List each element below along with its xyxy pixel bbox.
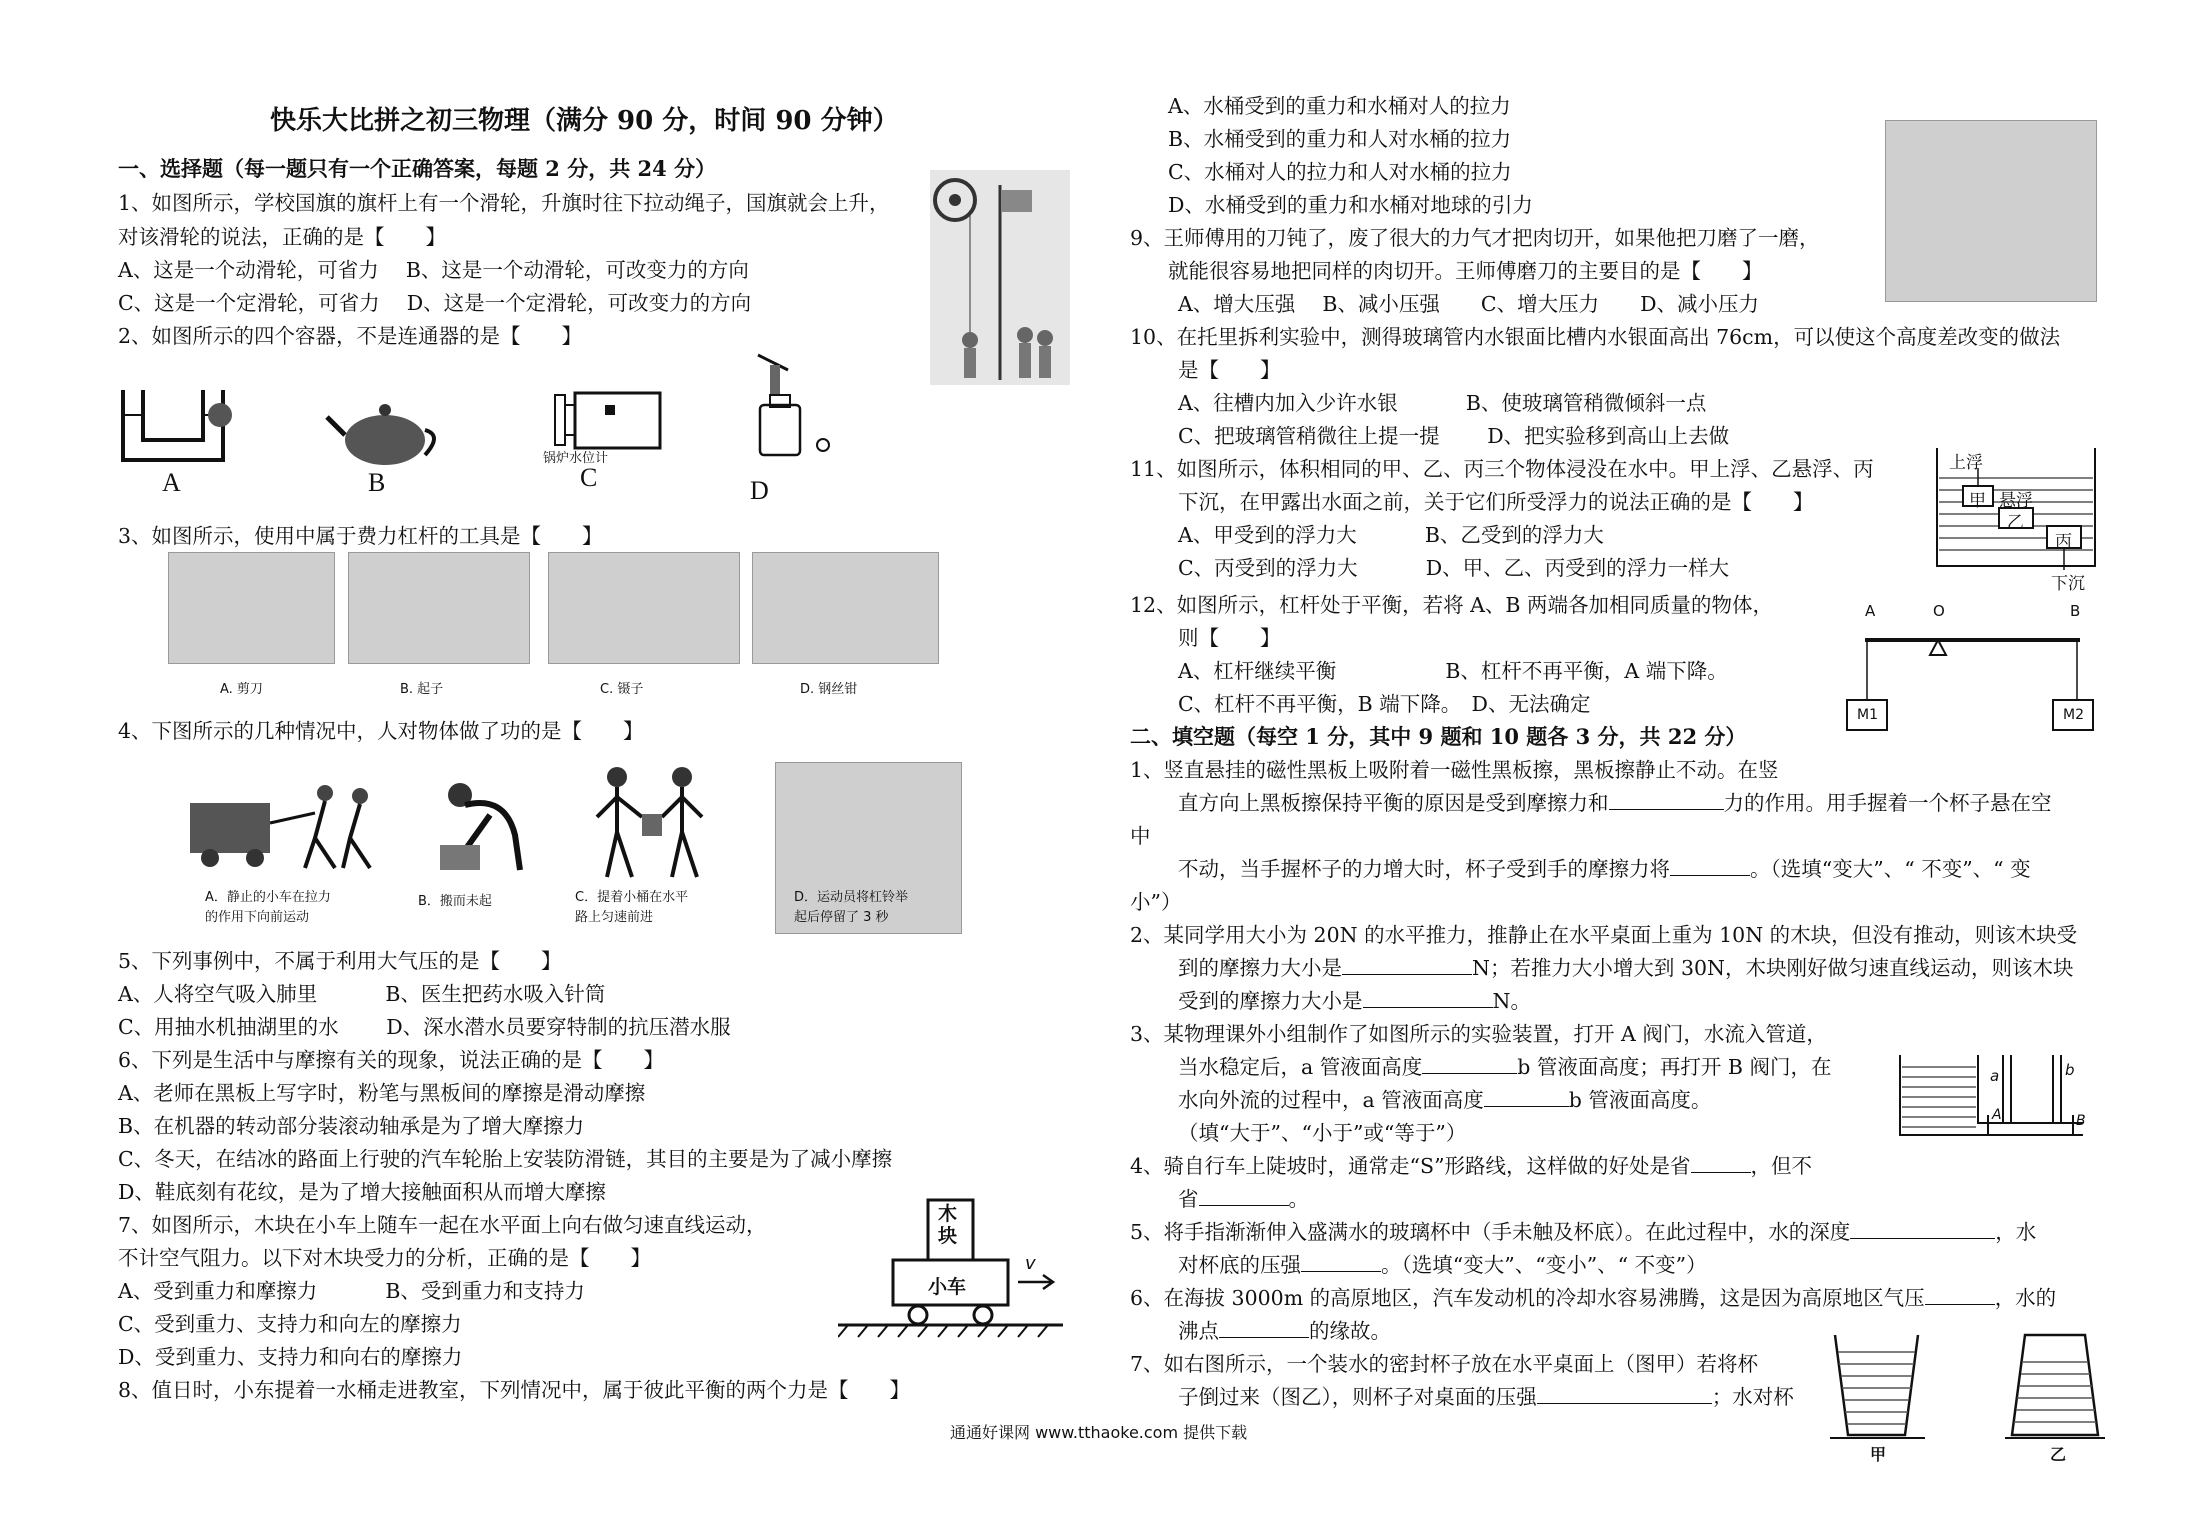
bottle-opener-photo [348,552,530,664]
question-text: 6、下列是生活中与摩擦有关的现象，说法正确的是【 】 [118,1048,665,1072]
option-text: A、这是一个动滑轮，可省力 B、这是一个动滑轮，可改变力的方向 [118,258,749,282]
answer-blank[interactable] [1691,1154,1751,1173]
question-text: 9、王师傅用的刀钝了，废了很大的力气才把肉切开，如果他把刀磨了一磨， [1130,226,1820,250]
fig-label: B [2076,1113,2086,1129]
question-text: 1、如图所示，学校国旗的旗杆上有一个滑轮，升旗时往下拉动绳子，国旗就会上升， [118,191,890,215]
question-text: 6、在海拔 3000m 的高原地区，汽车发动机的冷却水容易沸腾，这是因为高原地区气压 ，水的 [1130,1286,2057,1310]
buoyancy-figure [1935,448,2100,594]
question-text: 水向外流的过程中，a 管液面高度 b 管液面高度。 [1178,1088,1712,1112]
question-text: 下沉，在甲露出水面之前，关于它们所受浮力的说法正确的是【 】 [1178,490,1814,514]
fig-label: 乙 [2007,513,2024,533]
block-on-cart-figure [838,1195,1068,1345]
figure-caption: A. 剪刀 [220,682,263,697]
figure-caption: 锅炉水位计 [543,451,609,466]
carrying-bucket-figure [572,762,732,882]
option-text: C、把玻璃管稍微往上提一提 D、把实验移到高山上去做 [1178,424,1730,448]
fig-label: 悬浮 [1999,491,2033,511]
page-title: 快乐大比拼之初三物理（满分 90 分，时间 90 分钟） [270,106,899,136]
block-label: 木块 [938,1203,958,1247]
question-text: 中 [1130,824,1151,848]
figure-caption: B. 起子 [400,682,444,697]
question-text: 5、下列事例中，不属于利用大气压的是【 】 [118,949,562,973]
meat-knife-photo [1885,120,2097,302]
question-text: 不动，当手握杯子的力增大时，杯子受到手的摩擦力将 。（选填“变大”、“ 不变”、“ 变 [1178,857,2031,881]
question-text: 10、在托里拆利实验中，测得玻璃管内水银面比槽内水银面高出 76cm，可以使这个高度差改变的做法 [1130,325,2061,349]
fig-label: a [1990,1067,2000,1085]
u-tube-container-icon [118,390,268,470]
question-text: 受到的摩擦力大小是 N。 [1178,989,1531,1013]
figure-caption: A．静止的小车在拉力 的作用下向前运动 [205,890,331,925]
question-text: 3、某物理课外小组制作了如图所示的实验装置，打开 A 阀门，水流入管道， [1130,1022,1827,1046]
fig-label: 下沉 [2051,574,2085,594]
fig-label: O [1933,602,1945,620]
question-text: 子倒过来（图乙），则杯子对桌面的压强 ；水对杯 [1178,1385,1794,1409]
section-heading: 一、选择题（每一题只有一个正确答案，每题 2 分，共 24 分） [118,156,717,181]
question-text: 11、如图所示，体积相同的甲、乙、丙三个物体浸没在水中。甲上浮、乙悬浮、丙 [1130,457,1874,481]
option-text: D、鞋底刻有花纹，是为了增大接触面积从而增大摩擦 [118,1180,606,1204]
pliers-photo [752,552,939,664]
fig-label: M1 [1857,707,1878,723]
option-label: B [368,468,386,497]
option-text: A、杠杆继续平衡 B、杠杆不再平衡，A 端下降。 [1178,659,1728,683]
option-text: A、人将空气吸入肺里 B、医生把药水吸入针筒 [118,982,606,1006]
option-text: B、在机器的转动部分装滚动轴承是为了增大摩擦力 [118,1114,585,1138]
answer-blank[interactable] [1609,791,1724,810]
figure-caption: D. 钢丝钳 [800,682,858,697]
question-text: 当水稳定后，a 管液面高度 b 管液面高度；再打开 B 阀门，在 [1178,1055,1832,1079]
answer-blank[interactable] [1850,1220,1995,1239]
question-text: 7、如右图所示，一个装水的密封杯子放在水平桌面上（图甲）若将杯 [1130,1352,1759,1376]
option-label: C [580,463,598,492]
question-text: 对杯底的压强 。（选填“变大”、“变小”、“ 不变”） [1178,1253,1707,1277]
answer-blank[interactable] [1363,989,1493,1008]
velocity-label: v [1025,1253,1036,1274]
teapot-icon [325,395,445,475]
scissors-photo [168,552,335,664]
question-text: 1、竖直悬挂的磁性黑板上吸附着一磁性黑板擦，黑板擦静止不动。在竖 [1130,758,1779,782]
question-text: 2、如图所示的四个容器，不是连通器的是【 】 [118,324,583,348]
cart-label: 小车 [928,1276,967,1298]
question-text: （填“大于”、“小于”或“等于”） [1178,1121,1467,1145]
answer-blank[interactable] [1422,1055,1517,1074]
answer-blank[interactable] [1537,1385,1712,1404]
fig-label: 上浮 [1949,453,1983,473]
question-text: 3、如图所示，使用中属于费力杠杆的工具是【 】 [118,524,603,548]
question-text: 省 。 [1178,1187,1309,1211]
question-text: 直方向上黑板擦保持平衡的原因是受到摩擦力和 力的作用。用手握着一个杯子悬在空 [1178,791,2052,815]
option-text: D、水桶受到的重力和水桶对地球的引力 [1168,193,1533,217]
figure-caption: C．提着小桶在水平 路上匀速前进 [575,890,689,925]
answer-blank[interactable] [1342,956,1472,975]
question-text: 不计空气阻力。以下对木块受力的分析，正确的是【 】 [118,1246,651,1270]
question-text: 就能很容易地把同样的肉切开。王师傅磨刀的主要目的是【 】 [1168,259,1763,283]
question-text: 7、如图所示，木块在小车上随车一起在水平面上向右做匀速直线运动， [118,1213,767,1237]
question-text: 2、某同学用大小为 20N 的水平推力，推静止在水平桌面上重为 10N 的木块，但没有推动，则该木块受 [1130,923,2078,947]
question-text: 12、如图所示，杠杆处于平衡，若将 A、B 两端各加相同质量的物体， [1130,593,1773,617]
option-label: A [162,468,181,497]
question-text: 则【 】 [1178,626,1281,650]
question-text: 4、骑自行车上陡坡时，通常走“S”形路线，这样做的好处是省 ，但不 [1130,1154,1813,1178]
option-text: A、水桶受到的重力和水桶对人的拉力 [1168,94,1511,118]
section-heading: 二、填空题（每空 1 分，其中 9 题和 10 题各 3 分，共 22 分） [1130,724,1747,749]
fig-label: A [1865,602,1876,620]
option-text: B、水桶受到的重力和人对水桶的拉力 [1168,127,1512,151]
option-text: A、往槽内加入少许水银 B、使玻璃管稍微倾斜一点 [1178,391,1707,415]
lever-figure [1845,600,2095,735]
option-text: A、受到重力和摩擦力 B、受到重力和支持力 [118,1279,585,1303]
answer-blank[interactable] [1670,857,1750,876]
fig-label: b [2065,1061,2075,1079]
flagpole-pulley-figure [930,170,1070,385]
fig-label: 甲 [1969,491,1986,511]
weightlifter-photo [775,762,962,934]
answer-blank[interactable] [1199,1187,1289,1206]
footer-credit: 通通好课网 www.tthaoke.com 提供下载 [950,1423,1248,1442]
tweezers-photo [548,552,740,664]
question-text: 沸点 的缘故。 [1178,1319,1391,1343]
figure-caption: B．搬而未起 [418,894,492,909]
option-text: A、甲受到的浮力大 B、乙受到的浮力大 [1178,523,1604,547]
question-text: 到的摩擦力大小是 N；若推力大小增大到 30N，木块刚好做匀速直线运动，则该木块 [1178,956,2074,980]
question-text: 8、值日时，小东提着一水桶走进教室，下列情况中，属于彼此平衡的两个力是【 】 [118,1378,911,1402]
answer-blank[interactable] [1484,1088,1569,1107]
option-text: C、受到重力、支持力和向左的摩擦力 [118,1312,462,1336]
question-text: 小”） [1130,890,1182,914]
fig-label: 甲 [1870,1445,1887,1464]
option-text: C、杠杆不再平衡，B 端下降。 D、无法确定 [1178,692,1591,716]
lifting-box-figure [420,765,540,875]
fig-label: 乙 [2050,1445,2067,1464]
figure-caption: D．运动员将杠铃举 起后停留了 3 秒 [794,890,909,925]
option-text: A、增大压强 B、减小压强 C、增大压力 D、减小压力 [1178,292,1760,316]
question-text: 4、下图所示的几种情况中，人对物体做了功的是【 】 [118,719,644,743]
cart-pulling-figure [185,778,380,873]
fig-label: M2 [2063,707,2084,723]
cups-figure [1830,1330,2110,1470]
question-text: 对该滑轮的说法，正确的是【 】 [118,225,446,249]
option-label: D [750,476,769,505]
pipe-tank-figure [1898,1045,2088,1140]
answer-blank[interactable] [1301,1253,1381,1272]
bottle-dropper-icon [748,350,838,460]
answer-blank[interactable] [1219,1319,1309,1338]
fig-label: B [2070,602,2081,620]
option-text: C、用抽水机抽湖里的水 D、深水潜水员要穿特制的抗压潜水服 [118,1015,731,1039]
question-text: 5、将手指渐渐伸入盛满水的玻璃杯中（手未触及杯底）。在此过程中，水的深度 ，水 [1130,1220,2037,1244]
option-text: C、丙受到的浮力大 D、甲、乙、丙受到的浮力一样大 [1178,556,1730,580]
option-text: C、这是一个定滑轮，可省力 D、这是一个定滑轮，可改变力的方向 [118,291,752,315]
answer-blank[interactable] [1925,1286,1995,1305]
option-text: D、受到重力、支持力和向右的摩擦力 [118,1345,463,1369]
question-text: 是【 】 [1178,358,1281,382]
option-text: A、老师在黑板上写字时，粉笔与黑板间的摩擦是滑动摩擦 [118,1081,646,1105]
option-text: C、水桶对人的拉力和人对水桶的拉力 [1168,160,1512,184]
fig-label: 丙 [2055,532,2072,552]
figure-caption: C. 镊子 [600,682,644,697]
option-text: C、冬天，在结冰的路面上行驶的汽车轮胎上安装防滑链，其目的主要是为了减小摩擦 [118,1147,893,1171]
fig-label: A [1992,1107,2002,1123]
